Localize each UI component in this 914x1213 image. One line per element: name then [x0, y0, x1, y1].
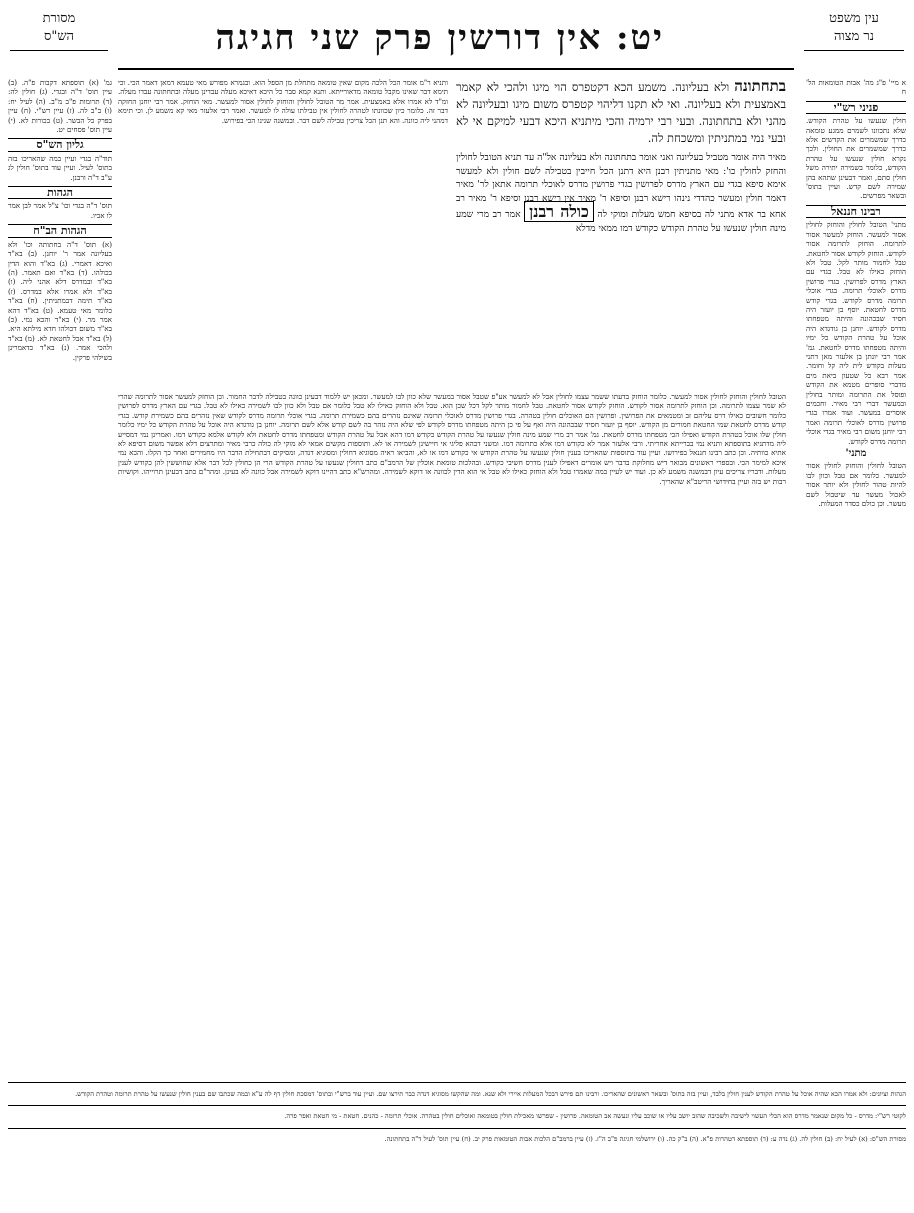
- header-rule: [118, 68, 794, 70]
- masoret-label: מסורת הש"ס: [10, 10, 108, 51]
- rabbeinu-chananel-title: רבינו חננאל: [806, 205, 906, 218]
- hagahot-bach-text: (א) תוס' ד"ה בחתותה וכו' ולא בעליונה אמר ר' יוחנן. (ב) בא"ד ואיכא דאמרי. (ג) בא"ד והוא הדין בכולהו. (ד) בא"ד ואם תאמר. (ה) בא"ד ובמדרס דלא אהני ליה. (ו) בא"ד ולא אמרו אלא במדרס. (ז) בא"ד תימה דבמתניתין. (ח) בא"ד כלומר מאי טעמא. (ט) בא"ד דהא אמר מר. (י) בא"ד והכא נמי. (כ) בא"ד משום דכולהו חדא מילתא היא. (ל) בא"ד אבל לחטאת לא. (מ) בא"ד ולהכי אמר. (נ) בא"ד כדאמרינן בשילהי פרקין.: [8, 239, 112, 362]
- page-header: [10, 10, 904, 72]
- bottom-note-2: לקוטי רש"י: מדרס - כל מקום שנאמר מדרס הוא הכלי העשוי לישיבה ולשכיבה שהזב יושב עליו או שוכב עליו ונעשה אב הטומאה. פרושין - שפרשו מאכילת חולין בטומאה ואוכלים חולין בטהרה. אוכלי תרומה - כהנים. חטאת - מי חטאת ואפר פרה.: [284, 1112, 906, 1121]
- main-text-area: [118, 78, 786, 1078]
- bottom-separator-2: [8, 1128, 906, 1129]
- page-title: יט: אין דורשין פרק שני חגיגה: [215, 18, 664, 58]
- left-margin-column: [8, 78, 112, 1078]
- bottom-separator: [8, 1105, 906, 1106]
- mishnah-note-text: הטובל לחולין והוחזק לחולין אסור למעשר. כלומר אם טבל וכוון לבו להיות טהור לחולין ולא יותר אסור לאכול מעשר עד שיטבול לשם מעשר. וכן כולם כסדר המעלות.: [806, 461, 906, 509]
- masoret-notes: גמ' (א) תוספתא דקבות פ"ה. (ב) עיין תוס' ד"ה ובגדי. (ג) חולין לה: (ד) תרומות פ"ב מ"ב. (ה) לעיל יח: (ו) ב"ב לה. (ז) עיין רש"י. (ח) עיין בפרק כל הבשר. (ט) בכורות לא. (י) עיין תוס' פסחים יט.: [8, 78, 112, 135]
- bottom-note-3: מסורת הש"ס: (א) לעיל יח: (ב) חולין לה. (ג) נדה ע: (ד) תוספתא דטהרות פ"א. (ה) ב"ק כה. (ו) ירושלמי חגיגה פ"ב ה"ז. (ז) עיין ברמב"ם הלכות אבות הטומאות פרק יב. (ח) עיין תוס' לעיל ד"ה בתחתונה.: [384, 1135, 906, 1144]
- ein-mishpat-note: א מיי' פ"ג מה' אבות הטומאות הל' ח: [806, 78, 906, 97]
- bottom-notes: [8, 1082, 906, 1209]
- bottom-note-1: הגהות וציונים: ולא אמרו הכא שהיה אוכל על טהרת הקודש לענין חולין בלבד, ועיין בזה בתוס' ובשאר ראשונים שהאריכו. ורבינו תם פירש דבכל המעלות איירי ולא שנא. ומה שהקשו מסוגיא דנדה כבר תירצו שם. ועיין עוד ברש"י ובתוס' דמסכת חולין דף לה ע"א ובמה שכתבו שם בענין חולין שנעשו על טהרת תרומה וטהרת הקודש.: [75, 1089, 906, 1098]
- mishnah-text: ולא בעליונה. משמע הכא דקטפרס הוי מיגו ולהכי לא קאמר באמצעית ולא בעליונה. ואי לא תקנו דליהוי קטפרס משום מיגו ובעליונה לא מהני ולא בתחתונה. ובעי רבי ירמיה והכי מיתניא היכא דבעי למיקם אי לא ובעי נמי במתניתין ומשכחת לה.: [456, 80, 786, 145]
- pninei-rashi-text: חולין שנעשו על טהרת הקודש. שלא נתכוונו לשמרם ממגע טומאה כדרך שמשמרים את הקדשים אלא כדרך שמשמרים את החולין. ולכך נקרא חולין שנעשו על טהרת הקודש, כלומר בשמירה יתירה משל חולין סתם, ואמר דבעינן שתהא בהן שמירה לשם קדש. ועיין בתוס' ובשאר מפרשים.: [806, 116, 906, 201]
- hagahot-bach-title: הגהות הב"ח: [8, 224, 112, 237]
- mishnah-lead-word: בתחתונה: [734, 78, 786, 95]
- gilyon-text: תוד"ה בגדי ועיין במה שהאריכו בזה בתוס' לעיל. ועיין עוד בתוס' חולין לג ע"ב ד"ה ורבנן.: [8, 153, 112, 182]
- gemara-highlight-word: כולה רבנן: [524, 201, 594, 222]
- hagahot-title: הגהות: [8, 186, 112, 199]
- tosafot-text: ותניא ר"מ אומר הכל הלכה מקום שאין טומאה מתחלת מן הספל הוא. ובגמרא מפורש מאי טעמא דמאן דאמר הכי. וכי תימא דבר שאינו מקבל טומאה מדאורייתא. ותנא קמא סבר כל היכא דאיכא מעלה עבדינן מעלה ובתחתונה עבדו מעלה. ומ"ד לא אמרו אלא באמצעית. אמר מר הטובל לחולין והוחזק לחולין אסור למעשר. מאי הוחזק. אמר רבי יוחנן החזקה דבר זה. כלומר כיון שכוונתו לטהרה לחולין אין טבילתו עולה לו למעשר. ואמר רבי אלעזר מאי קא משמע לן. וכי תימא דמהני ליה כוונה. והא תנן הכל צריכין טבילה לשם דבר. ובמשנה שנינו הכי בפירוש.: [118, 78, 448, 125]
- rabbeinu-chananel-text: מתני' הטובל לחולין והוחזק לחולין אסור למעשר. הוחזק למעשר אסור לתרומה. הוחזק לתרומה אסור לקודש. הוחזק לקודש אסור לחטאת. טבל לחמור מותר לקל. טבל ולא הוחזק כאילו לא טבל. בגדי עם הארץ מדרס לפרושין. בגדי פרושין מדרס לאוכלי תרומה. בגדי אוכלי תרומה מדרס לקודש. בגדי קודש מדרס לחטאת. יוסף בן יועזר היה חסיד שבכהונה והיתה מטפחתו מדרס לקודש. יוחנן בן גודגדא היה אוכל על טהרת הקודש כל ימיו והיתה מטפחתו מדרס לחטאת. גמ' אמר רבי יונתן בן אלעזר מאן דתני מעלות בקודש לית ליה קל וחומר. אמר רבא כל שטעון ביאת מים מדברי סופרים מטמא את הקודש ופוסל את התרומה ומותר בחולין ובמעשר דברי רבי מאיר. וחכמים אוסרים במעשר. ועוד אמרו בגדי פרושין מדרס לאוכלי תרומה ואמר רבי יוחנן משום רבי מאיר בגדי אוכלי תרומה מדרס לקודש.: [806, 220, 906, 446]
- gemara-main-text: [456, 151, 786, 236]
- gemara-text-1: מאיר היה אומר מטביל בעליונה ואני אומר בתחתונה ולא בעליונה אל"ה עד תניא הטובל לחולין והחזק לחולין כו': מאי מתניתין רבנן היא דתנן הכל חייבין בטבילה לשם חולין ולא למעשר אימא סיפא בגדי עם הארץ מדרס לפרושין בגדי פרושין מדרס לאוכלי תרומה אתאן לר' מאיר דאמר חולין ומעשר כהדדי נינהו רישא רבנן וסיפא ר' מאיר אין רישא רבנן וסיפא ר' מאיר רב אחא בר אדא מתני לה בסיפא חמש מעלות ומוקי לה: [456, 152, 786, 221]
- tosafot-block: [118, 78, 448, 384]
- mishnah-note-title: מתני': [845, 448, 867, 460]
- gilyon-title: גליון הש"ס: [8, 138, 112, 151]
- right-margin-column: [806, 78, 906, 1078]
- commentary-text: הטובל לחולין והוחזק לחולין אסור למעשר. כלומר הוחזק בדעתו ששמר עצמו לחולין אבל לא למעשר אע"פ שטבל אסור במעשר שלא כוון לבו למעשר. ומכאן יש ללמוד דבעינן כוונה בטבילה לדבר החמור. וכן הוחזק למעשר אסור לתרומה שהרי לא שמר עצמו לתרומה. וכן הוחזק לתרומה אסור לקודש. הוחזק לקודש אסור לחטאת. טבל לחמור מותר לקל דכל שכן הוא. טבל ולא הוחזק כאילו לא טבל כלומר אם טבל ולא כוון לבו לשמירה כאילו לא טבל. בגדי עם הארץ מדרס לפרושין כלומר חשובים כאילו דרס עליהם זב ומטמאים את הפרושין. ופרושין הם האוכלים חולין בטהרה. בגדי פרושין מדרס לאוכלי תרומה שאינם נזהרים בהם כשמירת תרומה. בגדי אוכלי תרומה מדרס לקודש שאין נזהרים בהם כשמירת קודש. בגדי קודש מדרס לחטאת שמי החטאת חמורים מן הקודש. יוסף בן יועזר חסיד שבכהונה היה ואף על פי כן היתה מטפחתו מדרס לקודש לפי שלא היה נזהר בה לשם קודש אלא לשם תרומה. יוחנן בן גודגדא היה אוכל על טהרת הקודש כל ימיו כלומר חולין שלו אוכל בטהרת הקודש ואפילו הכי מטפחתו מדרס לחטאת. גמ' אמר רב מרי שמע מינה חולין שנעשו על טהרת הקודש כקודש דמו דהא אכל על טהרת הקודש ומטפחתו מדרס לחטאת ולא לקודש אלמא כקודש דמו. ואמרינן נמי דמסייע ליה מדתניא בתוספתא ותניא נמי בברייתא אחריתי. ורבי אלעזר אמר לא כקודש דמו אלא כתרומה דמו. ומשני דבהא פליגי אי חיישינן לשמירה או לא. ותוספות מקשים אמאי לא מוקי לה כולה כרבי מאיר ומתרצים דלא אפשר משום דסיפא לא אתיא כוותיה. וכן כתב רבינו חננאל בפירושו. ועיין עוד בתוספות שהאריכו בענין חולין שנעשו על טהרת הקודש אי כקודש דמו או לא, והביאו ראיה מסוגיא דחולין ומסוגיא דנדה, ומסיקים דבתחילת הדבר היו מחמירים ואחר כך הקלו. והכא נמי איכא למימר הכי. ובספרי ראשונים מבואר דיש מחלוקת בדבר ויש אומרים דאפילו לענין מדרס חשיבי כקודש. ובהלכות טומאת אוכלין של הרמב"ם כתב דחולין שנעשו על טהרת הקודש הרי הן כחולין לכל דבר אלא שחוששין להן כקודש לענין מעלות. ודבריו צריכים עיון דבמשנה משמע לא כן. ועוד יש לעיין במה שאמרו טבל ולא הוחזק כאילו לא טבל אי הוא הדין לכוונה או דוקא לשמירה. ומהרש"א כתב דהיינו דוקא לשמירה אבל כוונה לא בעינן. ומהר"ם כתב דבעינן תרוייהו. וקושיות רבות יש בזה ועיין בחידושי הריטב"א שהאריך.: [118, 392, 786, 486]
- mishnah-block: [456, 78, 786, 384]
- hagahot-text: תוס' ד"ה בגדי וכו' צ"ל אמר לבן אמר לו אביו.: [8, 201, 112, 220]
- main-top-block: [118, 78, 786, 384]
- pninei-rashi-title: פניני רש"י: [806, 101, 906, 114]
- ein-mishpat-label: עין משפט נר מצוה: [804, 10, 904, 51]
- gemara-text-2: אמר רב מרי שמע מינה חולין שנעשו על טהרת הקודש כקודש דמו ממאי מדלא: [456, 209, 786, 234]
- commentary-block: [118, 392, 786, 486]
